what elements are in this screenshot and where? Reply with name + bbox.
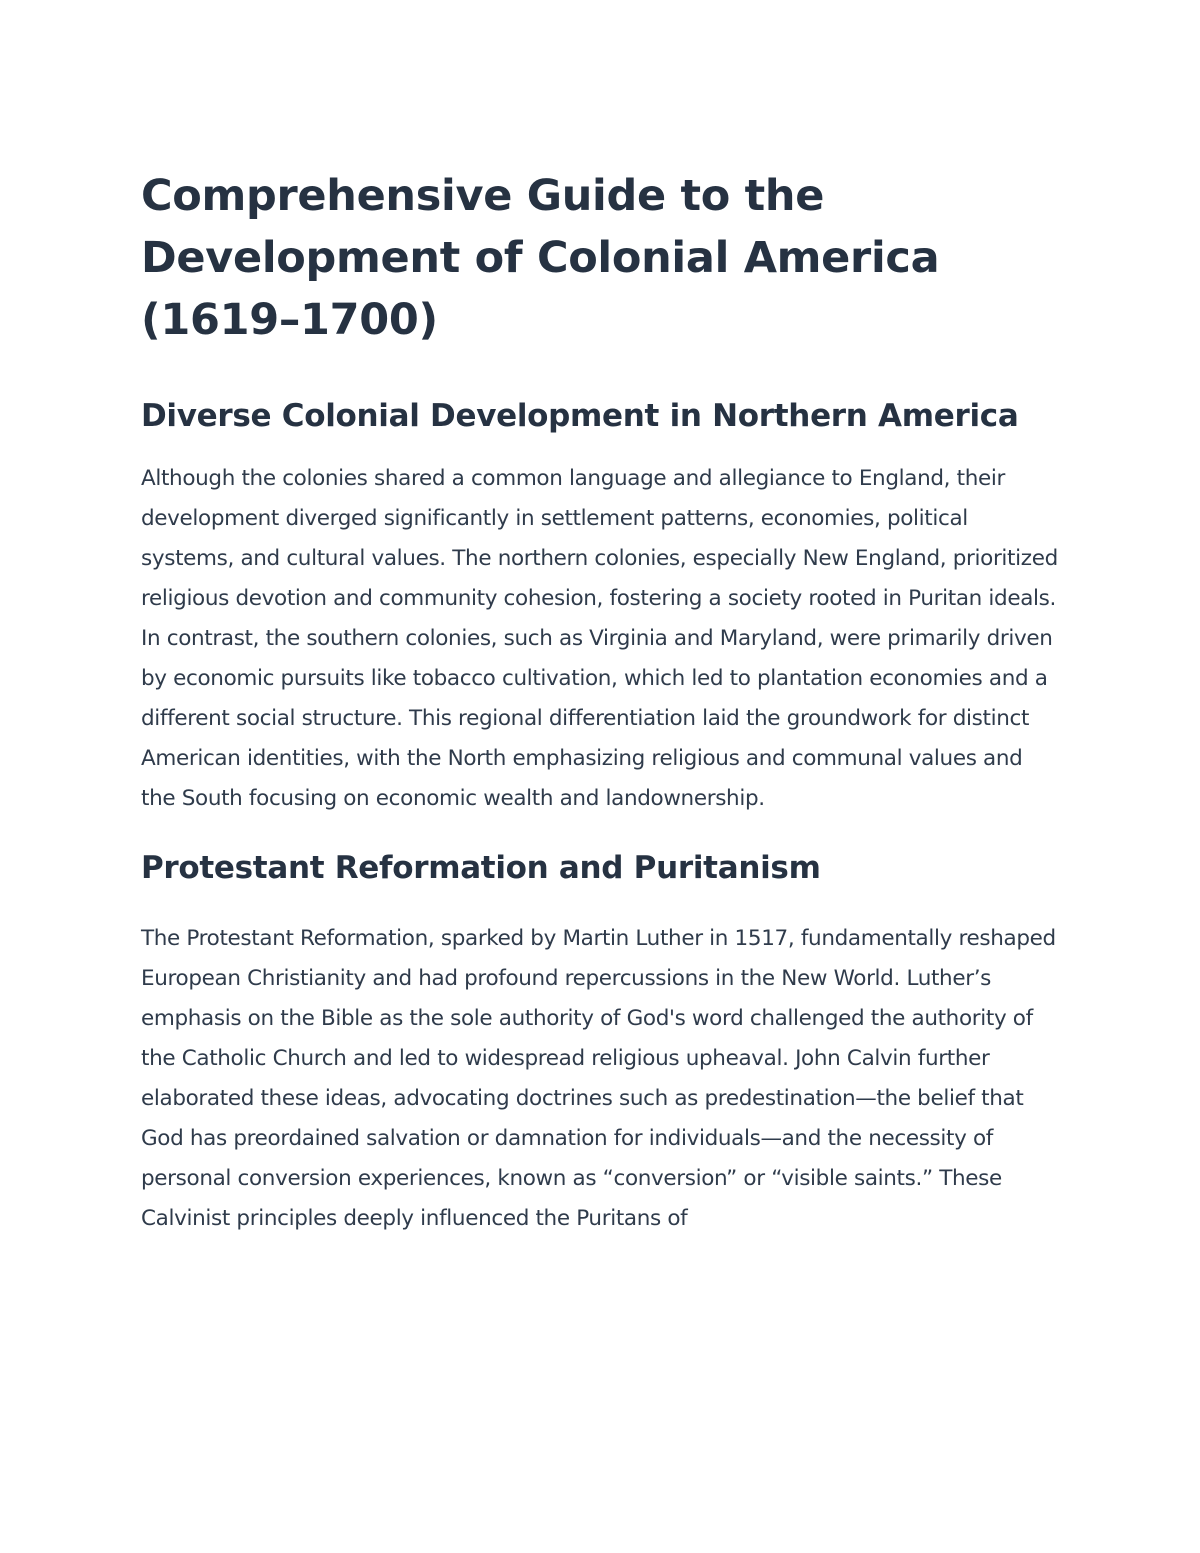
section-heading: Diverse Colonial Development in Northern America xyxy=(141,398,1019,434)
section-heading: Protestant Reformation and Puritanism xyxy=(141,850,821,886)
document-title: Comprehensive Guide to the Development of Colonial America (1619–1700) xyxy=(141,171,940,345)
section-paragraph: The Protestant Reformation, sparked by Martin Luther in 1517, fundamentally reshaped European Christianity and had profound repercussions in the New World. Luther’s emphasis on the Bible as the sole authority of God's word challenged the authority of the Catholic Church and led to widespread religious upheaval. John Calvin further elaborated these ideas, advocating doctrines such as predestination—the belief that God has preordained salvation or damnation for individuals—and the necessity of personal conversion experiences, known as “conversion” or “visible saints.” These Calvinist principles deeply influenced the Puritans of xyxy=(141,926,1056,1231)
section-paragraph: Although the colonies shared a common language and allegiance to England, their development diverged significantly in settlement patterns, economies, political systems, and cultural values. The northern colonies, especially New England, prioritized religious devotion and community cohesion, fostering a society rooted in Puritan ideals. In contrast, the southern colonies, such as Virginia and Maryland, were primarily driven by economic pursuits like tobacco cultivation, which led to plantation economies and a different social structure. This regional differentiation laid the groundwork for distinct American identities, with the North emphasizing religious and communal values and the South focusing on economic wealth and landownership. xyxy=(141,466,1058,811)
section-protestant-reformation xyxy=(141,839,1060,1239)
section-diverse-colonial-development xyxy=(141,387,1060,819)
